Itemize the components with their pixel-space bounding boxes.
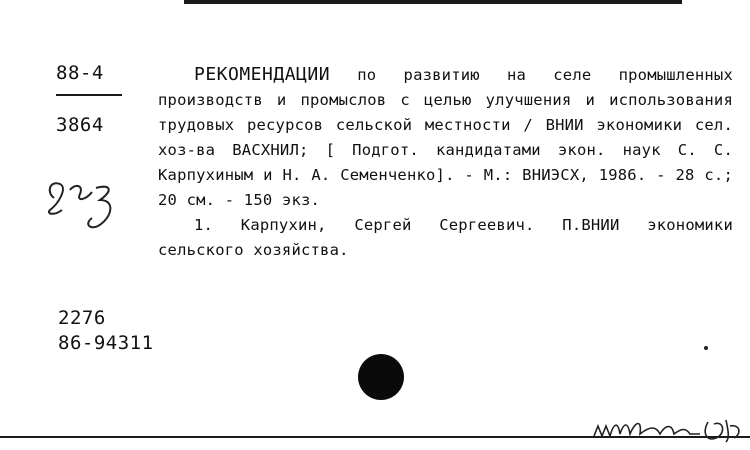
bottom-codes — [58, 306, 154, 356]
author-tracing: 1. Карпухин, Сергей Сергеевич. П.ВНИИ экономики сельского хозяйства. — [158, 216, 733, 259]
shelf-code-divider — [56, 94, 122, 96]
entry-body: по развитию на селе промышленных производств и промыслов с целью улучшения и использования трудовых ресурсов сельской местности / ВНИИ экономики сел. хоз-ва ВАСХНИЛ; [ Подгот. кандидатами экон. наук С. С. Карпухиным и Н. А. Семенченко]. - М.: ВНИЭСХ, 1986. - 28 с.; 20 см. - 150 экз. — [158, 66, 733, 209]
handwritten-inventory-mark — [40, 170, 120, 240]
ink-dot — [704, 346, 708, 350]
punch-hole — [358, 354, 404, 400]
shelf-code-bottom: 3864 — [56, 114, 104, 136]
shelf-code-top: 88-4 — [56, 62, 104, 84]
main-description — [158, 62, 733, 213]
bottom-code-1: 2276 — [58, 307, 106, 329]
handwritten-signature — [590, 412, 750, 446]
bibliographic-entry — [158, 62, 733, 263]
bottom-code-2: 86-94311 — [58, 332, 154, 354]
top-edge-strip — [184, 0, 682, 4]
entry-title: РЕКОМЕНДАЦИИ — [194, 64, 331, 85]
